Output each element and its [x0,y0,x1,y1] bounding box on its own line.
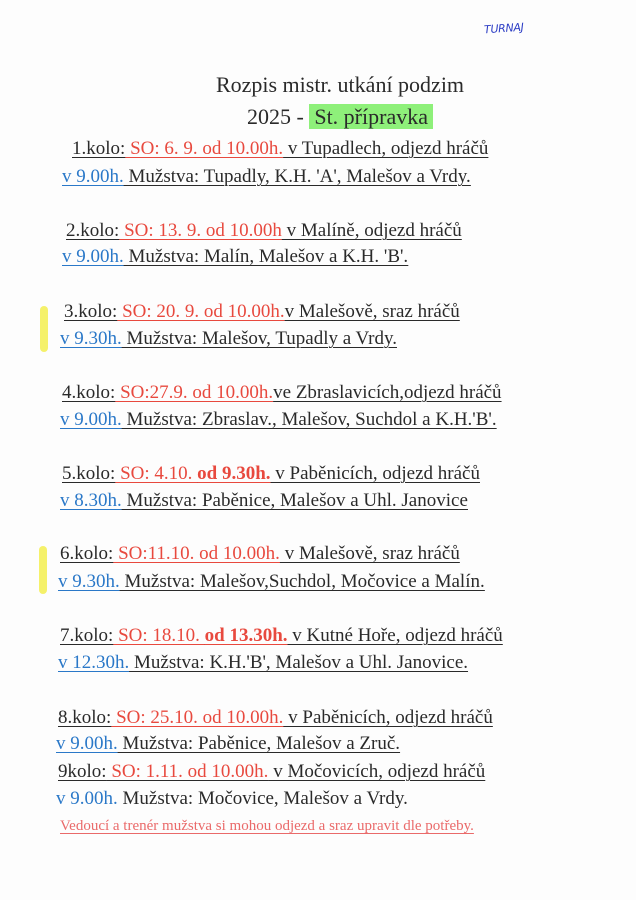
round-place: v Malešově, sraz hráčů [279,543,460,564]
round-7-line-1 [60,625,503,647]
round-date: SO: 4.10. [115,463,198,484]
round-place: v Močovicích, odjezd hráčů [268,761,486,782]
round-date: SO: 25.10. od 10.00h. [111,707,284,728]
round-6-line-2 [58,571,485,593]
round-8-line-2 [56,733,400,755]
round-label: 1.kolo: [72,138,126,159]
round-4-line-2 [60,409,497,431]
round-meet-time: v 9.00h. [56,788,118,809]
round-teams: Mužstva: Malešov,Suchdol, Močovice a Malín. [119,571,485,592]
round-date: SO: 18.10. [113,625,205,646]
round-meet-time: v 9.00h. [56,733,118,754]
round-teams: Mužstva: Paběnice, Malešov a Uhl. Janovice [121,490,468,511]
round-label: 7.kolo: [60,625,114,646]
round-3-line-1 [64,301,460,323]
round-meet-time: v 9.00h. [62,166,124,187]
footnote: Vedoucí a trenér mužstva si mohou odjezd a sraz upravit dle potřeby. [60,818,474,834]
round-date: SO:27.9. od 10.00h. [115,382,274,403]
round-meet-time: v 9.30h. [60,328,122,349]
round-8-line-1 [58,707,493,729]
round-date-bold: od 13.30h. [204,625,288,646]
round-4-line-1 [62,382,502,404]
round-date: SO: 6. 9. od 10.00h. [125,138,284,159]
round-place: v Tupadlech, odjezd hráčů [283,138,489,159]
round-place: v Paběnicích, odjezd hráčů [270,463,480,484]
round-label: 8.kolo: [58,707,112,728]
page-subtitle [22,104,636,130]
round-meet-time: v 8.30h. [60,490,122,511]
round-place: v Malešově, sraz hráčů [284,301,460,322]
yellow-marker-round-6 [39,546,47,594]
yellow-marker-round-3 [40,306,48,352]
round-meet-time: v 9.30h. [58,571,120,592]
round-label: 3.kolo: [64,301,118,322]
round-date: SO: 13. 9. od 10.00h [119,220,282,241]
round-place: ve Zbraslavicích,odjezd hráčů [273,382,502,403]
round-1-line-2 [62,166,471,188]
round-teams: Mužstva: Močovice, Malešov a Vrdy. [117,788,408,809]
round-2-line-1 [66,220,462,242]
round-teams: Mužstva: Malešov, Tupadly a Vrdy. [121,328,397,349]
round-5-line-2 [60,490,468,512]
round-date-bold: od 9.30h. [197,463,271,484]
round-teams: Mužstva: Tupadly, K.H. 'A', Malešov a Vrdy. [123,166,471,187]
round-7-line-2 [58,652,468,674]
round-label: 4.kolo: [62,382,116,403]
page-title: Rozpis mistr. utkání podzim [215,72,465,97]
round-9-line-2 [56,788,408,810]
round-3-line-2 [60,328,397,350]
round-2-line-2 [62,246,408,268]
round-date: SO: 20. 9. od 10.00h. [117,301,285,322]
round-5-line-1 [62,463,480,485]
round-place: v Kutné Hoře, odjezd hráčů [287,625,503,646]
round-label: 6.kolo: [60,543,114,564]
round-9-line-1 [58,761,485,783]
round-1-line-1 [72,138,488,160]
round-meet-time: v 9.00h. [60,409,122,430]
round-teams: Mužstva: Malín, Malešov a K.H. 'B'. [123,246,409,267]
round-6-line-1 [60,543,460,565]
round-label: 9kolo: [58,761,107,782]
handwritten-note: TURNAJ [483,20,525,37]
round-teams: Mužstva: K.H.'B', Malešov a Uhl. Janovice. [129,652,469,673]
round-date: SO: 1.11. od 10.00h. [106,761,269,782]
round-meet-time: v 12.30h. [58,652,130,673]
round-place: v Paběnicích, odjezd hráčů [283,707,493,728]
round-teams: Mužstva: Paběnice, Malešov a Zruč. [117,733,401,754]
round-teams: Mužstva: Zbraslav., Malešov, Suchdol a K.H.'B'. [121,409,497,430]
round-meet-time: v 9.00h. [62,246,124,267]
round-date: SO:11.10. od 10.00h. [113,543,280,564]
season-year: 2025 - [247,104,310,129]
round-place: v Malíně, odjezd hráčů [281,220,462,241]
round-label: 2.kolo: [66,220,120,241]
category-highlight: St. přípravka [309,104,433,129]
round-label: 5.kolo: [62,463,116,484]
